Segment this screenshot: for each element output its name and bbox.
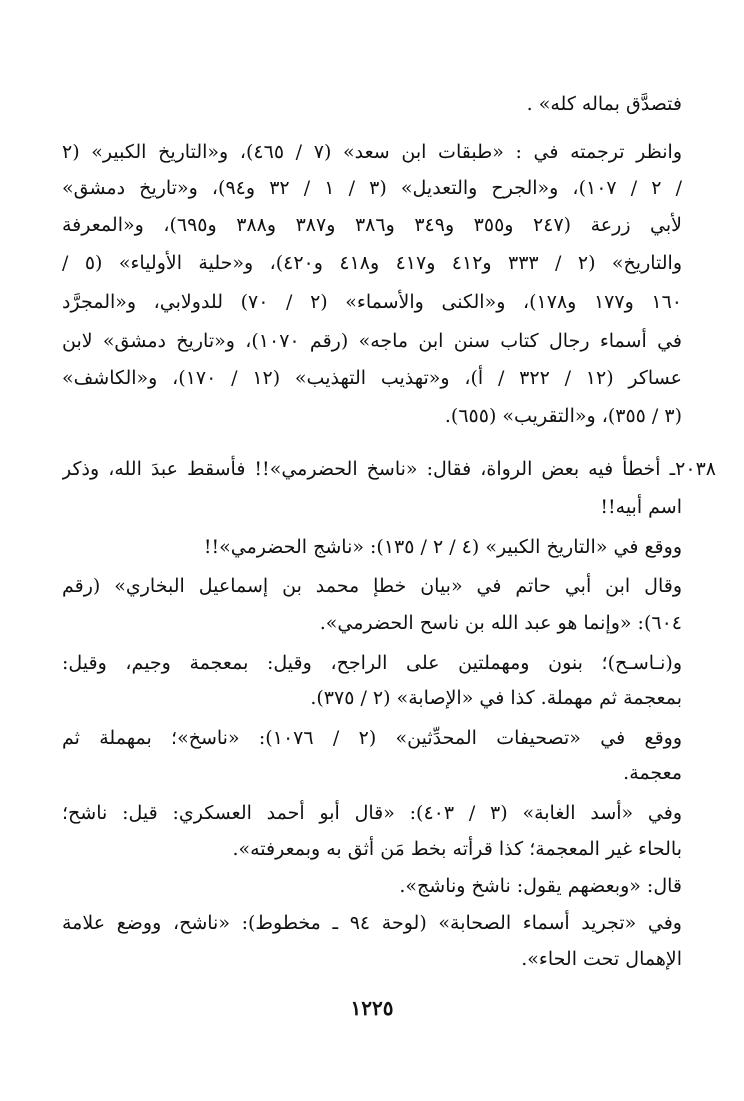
text-line: وفي «أسد الغابة» (٣ / ٤٠٣): «قال أبو أحمد العسكري: قيل: ناشح؛ [62,802,682,824]
text-line: وانظر ترجمته في : «طبقات ابن سعد» (٧ / ٤٦٥)، و«التاريخ الكبير» (٢ [62,141,682,163]
text-line: ووقع في «التاريخ الكبير» (٤ / ٢ / ١٣٥): «ناشج الحضرمي»!! [203,536,682,558]
text-line: والتاريخ» (٢ / ٣٣٣ و٤١٢ و٤١٧ و٤١٨ و٤٢٠)، و«حلية الأولياء» (٥ / [62,252,682,274]
text-line: / ٢ / ١٠٧)، و«الجرح والتعديل» (٣ / ١ / ٣٢ و٩٤)، و«تاريخ دمشق» [62,177,682,199]
text-line: وفي «تجريد أسماء الصحابة» (لوحة ٩٤ ـ مخطوط): «ناشح، ووضع علامة [62,912,682,934]
text-line: لأبي زرعة (٢٤٧ و٣٥٥ و٣٤٩ و٣٨٦ و٣٨٧ و٣٨٨ و٦٩٥)، و«المعرفة [62,214,682,236]
text-line: فتصدَّق بماله كله» . [526,93,682,115]
text-line: وقال ابن أبي حاتم في «بيان خطإ محمد بن إسماعيل البخاري» (رقم [62,575,682,597]
text-line: في أسماء رجال كتاب سنن ابن ماجه» (رقم ١٠٧٠)، و«تاريخ دمشق» لابن [62,330,682,352]
text-line: عساكر (١٢ / ٣٢٢ / أ)، و«تهذيب التهذيب» (١٢ / ١٧٠)، و«الكاشف» [62,367,682,389]
entry-2038-heading-line: ٢٠٣٨ـ أخطأ فيه بعض الرواة، فقال: «ناسخ الحضرمي»!! فأسقط عبدَ الله، وذكر [62,458,716,480]
text-line: بمعجمة ثم مهملة. كذا في «الإصابة» (٢ / ٣٧٥). [310,687,682,709]
text-line: ١٦٠ و١٧٧ و١٧٨)، و«الكنى والأسماء» (٢ / ٧٠) للدولابي، و«المجرَّد [62,291,682,313]
text-line: ٦٠٤): «وإنما هو عبد الله بن ناسح الحضرمي». [319,612,682,634]
text-line: و(نـاسـح)؛ بنون ومهملتين على الراجح، وقيل: بمعجمة وجيم، وقيل: [62,652,682,674]
text-line: ووقع في «تصحيفات المحدِّثين» (٢ / ١٠٧٦): «ناسخ»؛ بمهملة ثم [62,727,682,749]
page-number: ١٢٢٥ [350,996,394,1020]
text-line: معجمة. [623,762,682,784]
text-line: الإهمال تحت الحاء». [521,948,682,970]
text-line: قال: «وبعضهم يقول: ناشخ وناشج». [399,875,682,897]
text-line: اسم أبيه!! [600,496,682,518]
text-line: بالحاء غير المعجمة؛ كذا قرأته بخط مَن أثق به وبمعرفته». [232,838,682,860]
text-line: (٣ / ٣٥٥)، و«التقريب» (٦٥٥). [444,405,682,427]
